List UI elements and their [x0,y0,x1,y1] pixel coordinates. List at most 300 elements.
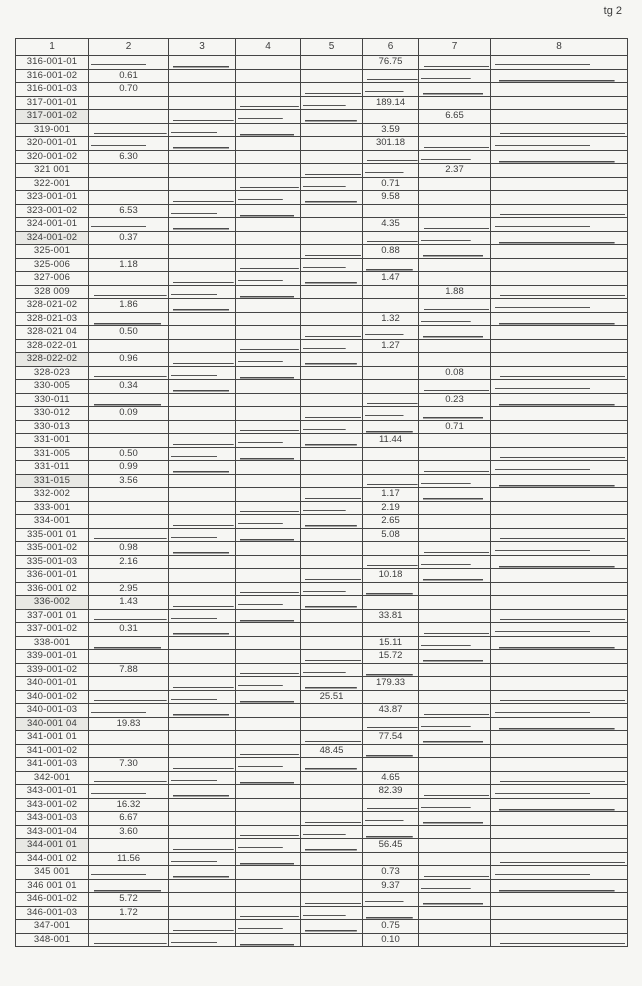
empty-cell [236,839,301,853]
table-row [16,137,628,151]
empty-cell [236,285,301,299]
empty-cell [169,677,236,691]
empty-cell [301,366,363,380]
table-row [16,312,628,326]
empty-cell [301,704,363,718]
value-cell: 2.16 [89,555,169,569]
empty-cell [89,879,169,893]
value-cell: 2.95 [89,582,169,596]
empty-cell [363,110,419,124]
empty-cell [169,420,236,434]
empty-cell [236,434,301,448]
row-id-cell: 337-001-02 [16,623,89,637]
empty-cell [169,474,236,488]
row-id-cell: 335-001-03 [16,555,89,569]
table-row [16,866,628,880]
empty-cell [301,650,363,664]
empty-cell [89,96,169,110]
value-cell: 1.27 [363,339,419,353]
empty-cell [491,839,628,853]
empty-cell [301,825,363,839]
empty-cell [301,528,363,542]
empty-cell [491,150,628,164]
empty-cell [363,717,419,731]
empty-cell [169,704,236,718]
empty-cell [169,717,236,731]
empty-cell [89,866,169,880]
value-cell: 10.18 [363,569,419,583]
empty-cell [491,650,628,664]
empty-cell [169,258,236,272]
empty-cell [419,866,491,880]
empty-cell [363,299,419,313]
value-cell: 7.88 [89,663,169,677]
empty-cell [169,123,236,137]
row-id-cell: 328-023 [16,366,89,380]
empty-cell [491,744,628,758]
empty-cell [89,677,169,691]
empty-cell [419,447,491,461]
table-row [16,663,628,677]
empty-cell [363,258,419,272]
empty-cell [301,137,363,151]
value-cell: 6.30 [89,150,169,164]
empty-cell [89,434,169,448]
table-row [16,771,628,785]
value-cell: 2.65 [363,515,419,529]
empty-cell [89,339,169,353]
value-cell: 15.72 [363,650,419,664]
value-cell: 1.18 [89,258,169,272]
value-cell: 3.60 [89,825,169,839]
empty-cell [236,488,301,502]
empty-cell [301,852,363,866]
value-cell: 0.71 [363,177,419,191]
row-id-cell: 340-001 04 [16,717,89,731]
empty-cell [491,704,628,718]
empty-cell [419,83,491,97]
table-row [16,326,628,340]
empty-cell [89,312,169,326]
table-row [16,798,628,812]
value-cell: 15.11 [363,636,419,650]
empty-cell [236,771,301,785]
table-row [16,920,628,934]
scanned-table [15,38,628,947]
empty-cell [419,353,491,367]
empty-cell [89,609,169,623]
value-cell: 0.61 [89,69,169,83]
value-cell: 0.34 [89,380,169,394]
table-row [16,177,628,191]
empty-cell [236,542,301,556]
value-cell: 0.37 [89,231,169,245]
empty-cell [301,420,363,434]
empty-cell [491,393,628,407]
row-id-cell: 316-001-03 [16,83,89,97]
value-cell: 1.88 [419,285,491,299]
table-row [16,474,628,488]
row-id-cell: 316-001-02 [16,69,89,83]
empty-cell [169,326,236,340]
empty-cell [236,555,301,569]
value-cell: 82.39 [363,785,419,799]
empty-cell [419,488,491,502]
empty-cell [419,596,491,610]
empty-cell [301,933,363,947]
empty-cell [491,299,628,313]
empty-cell [419,650,491,664]
table-row [16,906,628,920]
row-id-cell: 348-001 [16,933,89,947]
empty-cell [89,393,169,407]
empty-cell [491,231,628,245]
empty-cell [236,474,301,488]
empty-cell [236,717,301,731]
empty-cell [491,717,628,731]
empty-cell [419,839,491,853]
row-id-cell: 325-001 [16,245,89,259]
empty-cell [419,852,491,866]
table-row [16,258,628,272]
empty-cell [169,528,236,542]
table-row [16,582,628,596]
empty-cell [419,258,491,272]
empty-cell [236,812,301,826]
table-row [16,609,628,623]
empty-cell [363,407,419,421]
table-row [16,569,628,583]
row-id-cell: 339-001-02 [16,663,89,677]
table-row [16,825,628,839]
empty-cell [363,852,419,866]
table-row [16,501,628,515]
value-cell: 4.35 [363,218,419,232]
empty-cell [301,272,363,286]
empty-cell [363,231,419,245]
empty-cell [236,380,301,394]
row-id-cell: 331-005 [16,447,89,461]
empty-cell [89,731,169,745]
empty-cell [301,771,363,785]
table-row [16,542,628,556]
empty-cell [89,650,169,664]
table-row [16,758,628,772]
row-id-cell: 323-001-01 [16,191,89,205]
empty-cell [301,569,363,583]
empty-cell [419,758,491,772]
empty-cell [236,609,301,623]
empty-cell [491,474,628,488]
empty-cell [419,501,491,515]
table-row [16,839,628,853]
empty-cell [236,906,301,920]
empty-cell [491,272,628,286]
header-row [16,39,628,56]
empty-cell [363,798,419,812]
empty-cell [169,191,236,205]
empty-cell [301,191,363,205]
empty-cell [169,933,236,947]
empty-cell [419,434,491,448]
empty-cell [491,879,628,893]
empty-cell [169,663,236,677]
empty-cell [491,218,628,232]
empty-cell [169,393,236,407]
value-cell: 7.30 [89,758,169,772]
empty-cell [491,191,628,205]
empty-cell [236,96,301,110]
empty-cell [419,704,491,718]
empty-cell [301,501,363,515]
empty-cell [491,852,628,866]
empty-cell [236,650,301,664]
empty-cell [419,474,491,488]
empty-cell [491,353,628,367]
empty-cell [419,461,491,475]
empty-cell [169,893,236,907]
empty-cell [363,69,419,83]
empty-cell [169,785,236,799]
empty-cell [363,555,419,569]
table-row [16,731,628,745]
header-cell: 8 [491,39,628,56]
empty-cell [491,798,628,812]
empty-cell [236,177,301,191]
empty-cell [236,690,301,704]
row-id-cell: 330-005 [16,380,89,394]
empty-cell [491,137,628,151]
empty-cell [169,231,236,245]
empty-cell [419,731,491,745]
empty-cell [419,744,491,758]
empty-cell [491,542,628,556]
row-id-cell: 316-001-01 [16,56,89,70]
empty-cell [169,56,236,70]
empty-cell [169,218,236,232]
empty-cell [169,866,236,880]
empty-cell [491,258,628,272]
empty-cell [89,218,169,232]
empty-cell [236,204,301,218]
empty-cell [89,933,169,947]
empty-cell [491,677,628,691]
header-cell: 1 [16,39,89,56]
empty-cell [363,420,419,434]
value-cell: 0.96 [89,353,169,367]
empty-cell [419,623,491,637]
empty-cell [236,312,301,326]
value-cell: 6.67 [89,812,169,826]
empty-cell [301,164,363,178]
row-id-cell: 321 001 [16,164,89,178]
value-cell: 11.56 [89,852,169,866]
table-row [16,879,628,893]
empty-cell [169,137,236,151]
value-cell: 179.33 [363,677,419,691]
value-cell: 43.87 [363,704,419,718]
value-cell: 1.32 [363,312,419,326]
empty-cell [236,69,301,83]
row-id-cell: 340-001-01 [16,677,89,691]
empty-cell [363,150,419,164]
row-id-cell: 346-001-02 [16,893,89,907]
value-cell: 0.50 [89,447,169,461]
empty-cell [419,812,491,826]
empty-cell [301,582,363,596]
empty-cell [236,744,301,758]
empty-cell [363,542,419,556]
empty-cell [236,515,301,529]
value-cell: 0.98 [89,542,169,556]
row-id-cell: 346-001-03 [16,906,89,920]
empty-cell [363,663,419,677]
row-id-cell: 335-001 01 [16,528,89,542]
empty-cell [363,393,419,407]
empty-cell [301,596,363,610]
empty-cell [169,353,236,367]
value-cell: 189.14 [363,96,419,110]
empty-cell [491,83,628,97]
empty-cell [169,690,236,704]
empty-cell [169,879,236,893]
empty-cell [169,366,236,380]
row-id-cell: 328-021 04 [16,326,89,340]
empty-cell [89,744,169,758]
empty-cell [169,569,236,583]
empty-cell [301,731,363,745]
empty-cell [236,569,301,583]
row-id-cell: 328-021-03 [16,312,89,326]
empty-cell [419,933,491,947]
empty-cell [301,839,363,853]
empty-cell [169,245,236,259]
empty-cell [169,906,236,920]
empty-cell [419,150,491,164]
empty-cell [363,596,419,610]
empty-cell [89,515,169,529]
empty-cell [169,177,236,191]
value-cell: 77.54 [363,731,419,745]
empty-cell [169,744,236,758]
empty-cell [236,231,301,245]
table-row [16,528,628,542]
row-id-cell: 331-015 [16,474,89,488]
value-cell: 19.83 [89,717,169,731]
empty-cell [236,245,301,259]
empty-cell [89,137,169,151]
empty-cell [419,123,491,137]
empty-cell [419,555,491,569]
empty-cell [169,798,236,812]
empty-cell [236,461,301,475]
empty-cell [236,353,301,367]
row-id-cell: 331-001 [16,434,89,448]
empty-cell [169,812,236,826]
empty-cell [419,191,491,205]
empty-cell [491,933,628,947]
empty-cell [419,218,491,232]
empty-cell [236,56,301,70]
empty-cell [169,69,236,83]
empty-cell [301,812,363,826]
table-row [16,893,628,907]
empty-cell [301,245,363,259]
header-cell: 2 [89,39,169,56]
empty-cell [301,906,363,920]
empty-cell [491,447,628,461]
empty-cell [89,164,169,178]
empty-cell [491,420,628,434]
empty-cell [419,299,491,313]
row-id-cell: 328-022-02 [16,353,89,367]
header-cell: 5 [301,39,363,56]
empty-cell [363,366,419,380]
empty-cell [236,407,301,421]
row-id-cell: 330-013 [16,420,89,434]
empty-cell [236,677,301,691]
table-row [16,650,628,664]
row-id-cell: 340-001-02 [16,690,89,704]
empty-cell [301,285,363,299]
table-row [16,717,628,731]
table-row [16,204,628,218]
row-id-cell: 343-001-03 [16,812,89,826]
empty-cell [169,650,236,664]
table-row [16,272,628,286]
empty-cell [419,717,491,731]
empty-cell [419,893,491,907]
empty-cell [419,204,491,218]
table-row [16,96,628,110]
value-cell: 5.72 [89,893,169,907]
empty-cell [89,420,169,434]
value-cell: 1.86 [89,299,169,313]
row-id-cell: 341-001 01 [16,731,89,745]
empty-cell [169,852,236,866]
empty-cell [169,110,236,124]
empty-cell [236,852,301,866]
empty-cell [301,326,363,340]
empty-cell [419,137,491,151]
empty-cell [301,407,363,421]
empty-cell [301,218,363,232]
row-id-cell: 344-001 01 [16,839,89,853]
empty-cell [301,110,363,124]
table-body [16,56,628,947]
empty-cell [89,704,169,718]
empty-cell [236,582,301,596]
table-row [16,407,628,421]
empty-cell [169,542,236,556]
empty-cell [491,758,628,772]
table-row [16,339,628,353]
row-id-cell: 340-001-03 [16,704,89,718]
row-id-cell: 345 001 [16,866,89,880]
empty-cell [491,528,628,542]
empty-cell [491,636,628,650]
empty-cell [301,258,363,272]
empty-cell [89,177,169,191]
empty-cell [363,623,419,637]
table-row [16,218,628,232]
empty-cell [301,515,363,529]
empty-cell [301,758,363,772]
empty-cell [301,204,363,218]
empty-cell [301,312,363,326]
value-cell: 6.53 [89,204,169,218]
empty-cell [363,164,419,178]
